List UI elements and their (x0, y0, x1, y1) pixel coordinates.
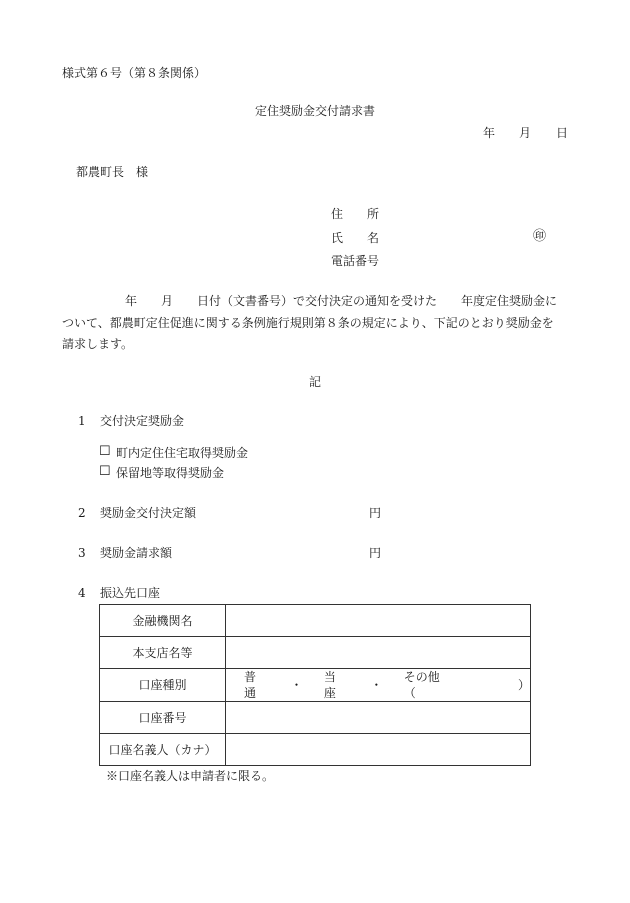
grant-option-label: 町内定住住宅取得奨励金 (116, 446, 249, 460)
grant-option-label: 保留地等取得奨励金 (116, 466, 225, 480)
bank-name-field[interactable] (226, 605, 531, 637)
table-row (100, 702, 531, 734)
item-number: 2 (78, 506, 86, 520)
table-row (100, 734, 531, 766)
item-number: 4 (78, 586, 86, 600)
account-note: ※口座名義人は申請者に限る。 (106, 769, 275, 783)
date-month: 月 (519, 126, 532, 140)
account-holder-field[interactable] (226, 734, 531, 766)
account-type-label: 口座種別 (100, 669, 226, 702)
name-label: 氏 名 (331, 231, 380, 245)
checkbox-icon[interactable]: ☐ (99, 444, 111, 459)
bank-name-label: 金融機関名 (100, 605, 226, 637)
account-type-ordinary[interactable]: 普通 (244, 670, 257, 700)
ki-heading: 記 (309, 375, 322, 389)
date-year: 年 (483, 126, 496, 140)
date-day: 日 (556, 126, 569, 140)
account-holder-label: 口座名義人（カナ） (100, 734, 226, 766)
branch-name-label: 本支店名等 (100, 637, 226, 669)
checkbox-icon[interactable]: ☐ (99, 464, 111, 479)
body-line-3: 請求します。 (62, 337, 134, 351)
table-row (100, 605, 531, 637)
separator: ・ (290, 678, 303, 692)
account-type-other[interactable]: その他（ (403, 670, 440, 700)
addressee: 都農町長 様 (76, 165, 149, 179)
form-number: 様式第６号（第８条関係） (62, 66, 207, 80)
item-label: 振込先口座 (100, 586, 161, 600)
item-unit: 円 (369, 546, 382, 560)
item-label: 奨励金交付決定額 (100, 506, 197, 520)
account-type-field[interactable] (226, 669, 531, 702)
account-number-field[interactable] (226, 702, 531, 734)
body-line-1: 年 月 日付（文書番号）で交付決定の通知を受けた 年度定住奨励金に (125, 294, 558, 308)
body-line-2: ついて、都農町定住促進に関する条例施行規則第８条の規定により、下記のとおり奨励金を (62, 316, 554, 330)
item-unit: 円 (369, 506, 382, 520)
table-row (100, 637, 531, 669)
branch-name-field[interactable] (226, 637, 531, 669)
separator: ・ (370, 678, 383, 692)
item-number: 3 (78, 546, 86, 560)
item-label: 奨励金請求額 (100, 546, 173, 560)
address-label: 住 所 (331, 207, 380, 221)
document-title: 定住奨励金交付請求書 (255, 104, 376, 118)
account-type-other-close: ） (518, 678, 531, 692)
phone-label: 電話番号 (331, 254, 380, 268)
account-type-current[interactable]: 当座 (323, 670, 336, 700)
item-label: 交付決定奨励金 (100, 414, 185, 428)
seal-mark: ㊞ (533, 229, 547, 244)
item-number: 1 (78, 414, 86, 428)
bank-account-table (99, 604, 531, 766)
table-row (100, 669, 531, 702)
account-number-label: 口座番号 (100, 702, 226, 734)
